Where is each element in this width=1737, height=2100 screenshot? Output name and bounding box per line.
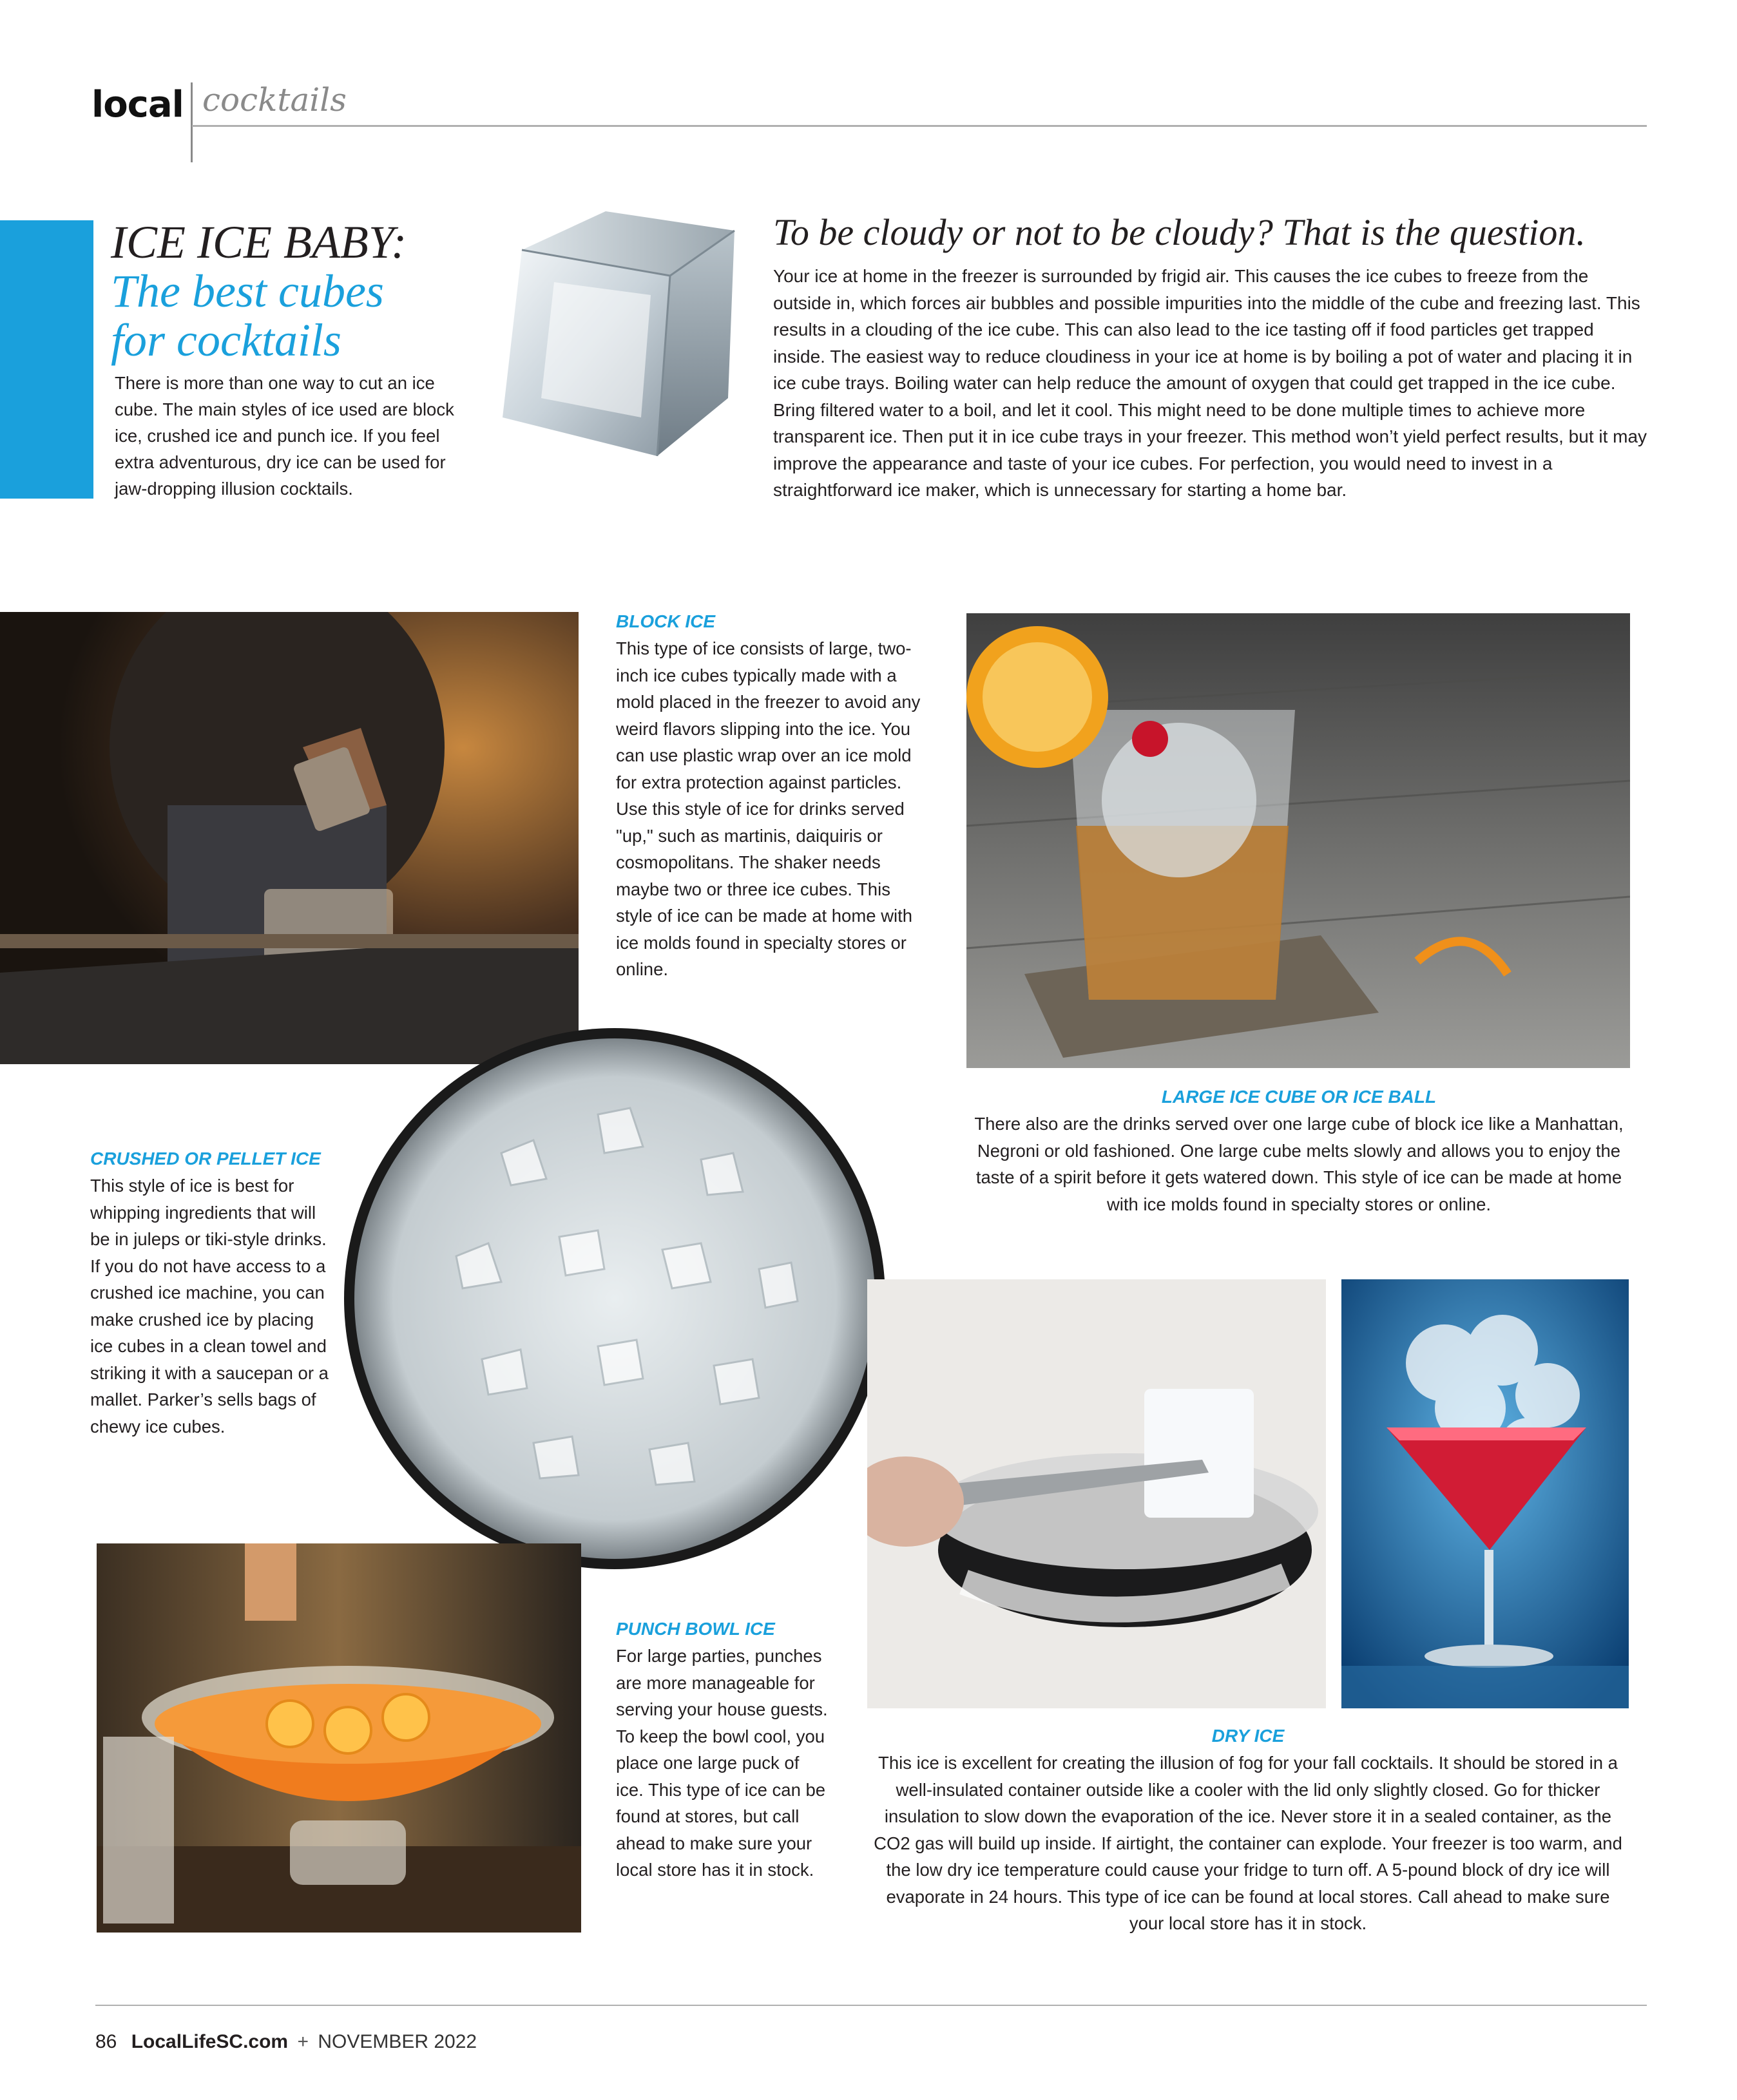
footer-separator: + xyxy=(297,2031,309,2052)
block-ice-heading: BLOCK ICE xyxy=(616,611,715,631)
punch-bowl-photo xyxy=(97,1543,581,1933)
crushed-ice-heading: CRUSHED OR PELLET ICE xyxy=(90,1149,321,1169)
issue-date: NOVEMBER 2022 xyxy=(318,2031,477,2052)
page-number: 86 xyxy=(95,2031,117,2052)
header-rule xyxy=(192,125,1647,127)
subsection-label: cocktails xyxy=(202,81,347,119)
ice-cube-image xyxy=(477,205,747,501)
punch-bowl-body: For large parties, punches are more manageable for serving your house guests. To keep the bowl cool, you place one large puck of ice. This type of ice can be found at stores, but call ahead to make sure your local store has it in stock. xyxy=(616,1646,828,1880)
cloudy-body: Your ice at home in the freezer is surrounded by frigid air. This causes the ice cubes to freeze from the outside in, which forces air bubbles and possible impurities into the middle of the cube and freezing last. This results in a clouding of the ice cube. This can also lead to the ice tasting off if food particles get trapped inside. The easiest way to reduce cloudiness in your ice at home is by boiling a pot of water and placing it in ice cube trays. Boiling water can help reduce the amount of oxygen that could get trapped in the ice cube. Bring filtered water to a boil, and let it cool. This might need to be done multiple times to achieve more transparent ice. Then put it in ice cube trays in your freezer. This method won’t yield perfect results, but it may improve the appearance and taste of your ice cubes. For perfection, you would need to invest in a straightforward ice maker, which is unnecessary for starting a home bar. xyxy=(773,266,1647,500)
footer xyxy=(95,2030,477,2054)
intro-body: There is more than one way to cut an ice cube. The main styles of ice used are block ice, crushed ice and punch ice. If you feel extra adventurous, dry ice can be used for jaw-dropping illusion cocktails. xyxy=(115,373,454,499)
section-divider xyxy=(191,82,193,162)
dry-ice-bowl-photo xyxy=(867,1279,1326,1708)
accent-tab xyxy=(0,220,93,499)
title-line-1: ICE ICE BABY: xyxy=(111,216,407,268)
title-line-2: The best cubes xyxy=(111,265,384,317)
block-ice-body: This type of ice consists of large, two-inch ice cubes typically made with a mold placed in the freezer to avoid any weird flavors slipping into the ice. You can use plastic wrap over an ice mold for extra protection against particles. Use this style of ice for drinks served "up," such as martinis, daiquiris or cosmopolitans. The shaker needs maybe two or three ice cubes. This style of ice can be made at home with ice molds found in specialty stores or online. xyxy=(616,638,921,979)
site-link[interactable]: LocalLifeSC.com xyxy=(131,2031,289,2052)
punch-bowl-heading: PUNCH BOWL ICE xyxy=(616,1619,775,1639)
block-ice-section xyxy=(616,608,925,983)
dry-ice-section xyxy=(867,1723,1629,1937)
crushed-ice-body: This style of ice is best for whipping ingredients that will be in juleps or tiki-style drinks. If you do not have access to a crushed ice machine, you can make crushed ice by placing ice cubes in a clean towel and striking it with a saucepan or a mallet. Parker’s sells bags of chewy ice cubes. xyxy=(90,1176,329,1437)
large-cube-section xyxy=(964,1083,1634,1217)
large-cube-body: There also are the drinks served over one large cube of block ice like a Manhattan, Negroni or old fashioned. One large cube melts slowly and allows you to enjoy the taste of a spirit before it gets watered down. This style of ice can be made at home with ice molds found in specialty stores or online. xyxy=(974,1114,1624,1214)
martini-photo xyxy=(1341,1279,1629,1708)
punch-bowl-section xyxy=(616,1616,829,1884)
dry-ice-body: This ice is excellent for creating the illusion of fog for your fall cocktails. It should be stored in a well-insulated container outside like a cooler with the lid only slightly closed. Go for thicker insulation to slow down the evaporation of the ice. Never store it in a sealed container, as the CO2 gas will build up inside. If airtight, the container can explode. Your freezer is too warm, and the low dry ice temperature could cause your fridge to turn off. A 5-pound block of dry ice will evaporate in 24 hours. This type of ice can be found at local stores. Call ahead to make sure your local store has it in stock. xyxy=(874,1753,1622,1933)
title-line-3: for cocktails xyxy=(111,314,341,366)
crushed-ice-section xyxy=(90,1145,329,1440)
section-label: local xyxy=(91,84,184,126)
footer-rule xyxy=(95,2005,1647,2006)
bartender-photo xyxy=(0,612,579,1064)
large-cube-heading: LARGE ICE CUBE OR ICE BALL xyxy=(1161,1087,1437,1107)
crushed-ice-image xyxy=(340,1024,889,1573)
article-title xyxy=(111,218,472,365)
old-fashioned-photo xyxy=(966,613,1630,1068)
dry-ice-heading: DRY ICE xyxy=(1211,1726,1285,1746)
cloudy-heading: To be cloudy or not to be cloudy? That is the question. xyxy=(773,211,1586,253)
